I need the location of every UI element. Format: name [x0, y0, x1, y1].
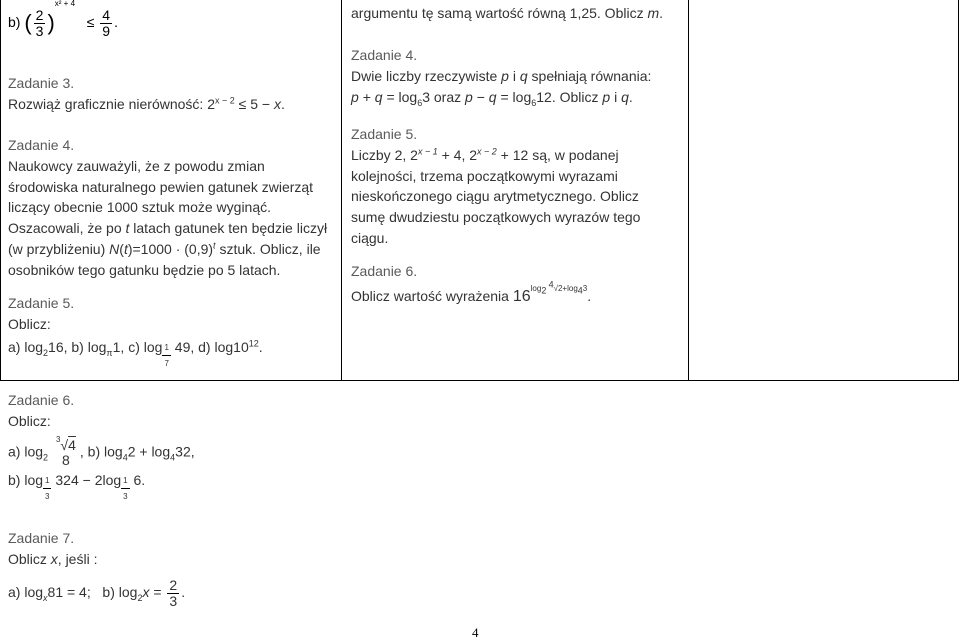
task-3-heading: Zadanie 3. [8, 75, 75, 91]
page-number: 4 [472, 625, 479, 640]
table-divider-right [688, 0, 689, 380]
right-task-6: Zadanie 6. Oblicz wartość wyrażenia $16^{log_2 ^4√2+log_43}$. [351, 263, 592, 305]
task-6-heading: Zadanie 6. [8, 392, 75, 408]
right-task-4-heading: Zadanie 4. [351, 47, 418, 63]
inequality-b: b) ( $\frac{2}{3}$ )$^{x^2 + 4}$ ≤ $\frac{4}{9}$ . [8, 0, 118, 39]
task-7-heading: Zadanie 7. [8, 530, 75, 546]
task-4-heading: Zadanie 4. [8, 137, 75, 153]
task-4: Zadanie 4. Naukowcy zauważyli, że z powodu zmian środowiska naturalnego pewien gatunek zwierząt liczący obecnie 1000 sztuk może wyginąć. Oszacowali, że po t latach gatunek ten będzie liczył (w przybliżeniu) $N(t)=1000 \cdot (0,9)^t$ sztuk. Oblicz, ile osobników tego gatunku będzie po 5 latach. [8, 137, 328, 278]
right-task-4: Zadanie 4. Dwie liczby rzeczywiste p i q spełniają równania: $p + q = \log_63$ oraz $p - q = \log_612$. Oblicz p i q. [351, 47, 652, 108]
task-7: Zadanie 7. Oblicz x, jeśli : a) $\log_x81 = 4$; b) $\log_2x$ = $\frac{2}{3}$ . [8, 530, 186, 609]
task-3-text: Rozwiąż graficznie nierówność: $2^{x - 2} \le 5 - x$. [8, 95, 285, 112]
table-border-right [958, 0, 959, 380]
task-5: Zadanie 5. Oblicz: a) $\log_216$, b) $\log_\pi 1$, c) log $\frac{1}{7}$ 49, d) $\log 10^{12}$. [8, 295, 263, 368]
continued-text: argumentu tę samą wartość równą 1,25. Oblicz m. [351, 5, 664, 21]
right-task-6-heading: Zadanie 6. [351, 263, 418, 279]
right-task-5-heading: Zadanie 5. [351, 126, 418, 142]
task-3 [8, 73, 285, 115]
task-6: Zadanie 6. Oblicz: a) $\log_2$ $^3$√4 8 , b) $\log_42 + \log_432$, b) log $\frac{1}{3}$ 324 − 2log $\frac{1}{3}$ 6. [8, 392, 195, 501]
right-task-5: Zadanie 5. Liczby 2, $2^{x - 1} + 4$, $2^{x - 2} + 12$ są, w podanej kolejności, trzema początkowymi wyrazami nieskończonego ciągu arytmetycznego. Oblicz sumę dwudziestu początkowych wyrazów tego ciągu. [351, 126, 641, 246]
table-bottom-border [0, 380, 959, 381]
task-5-heading: Zadanie 5. [8, 295, 75, 311]
table-border-left [0, 0, 1, 380]
table-divider [341, 0, 342, 380]
